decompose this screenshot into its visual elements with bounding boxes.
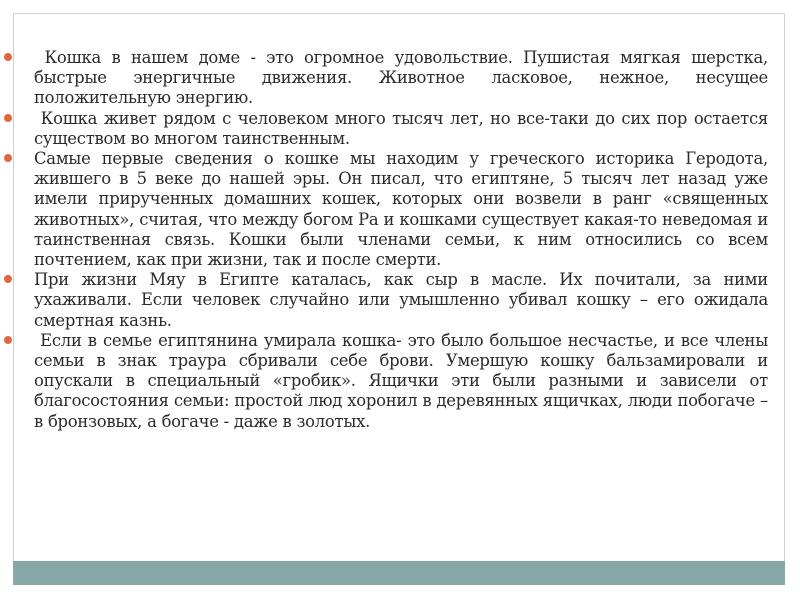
slide-content xyxy=(34,48,768,432)
bullet-icon xyxy=(4,154,12,162)
paragraph-3 xyxy=(34,149,768,270)
footer-band xyxy=(13,561,785,585)
paragraph-text: Кошка живет рядом с человеком много тысяч лет, но все-таки до сих пор остается существом во многом таинственным. xyxy=(34,108,768,148)
paragraph-text: Кошка в нашем доме - это огромное удовольствие. Пушистая мягкая шерстка, быстрые энергичные движения. Животное ласковое, нежное, несущее положительную энергию. xyxy=(34,48,768,108)
paragraph-4 xyxy=(34,270,768,331)
paragraph-text: При жизни Мяу в Египте каталась, как сыр в масле. Их почитали, за ними ухаживали. Если человек случайно или умышленно убивал кошку – его ожидала смертная казнь. xyxy=(34,270,768,330)
bullet-icon xyxy=(4,336,12,344)
paragraph-1 xyxy=(34,48,768,109)
paragraph-text: Самые первые сведения о кошке мы находим у греческого историка Геродота, жившего в 5 веке до нашей эры. Он писал, что египтяне, 5 тысяч лет назад уже имели прирученных домашних кошек, которых они возвели в ранг «священных животных», считая, что между богом Ра и кошками существует какая-то неведомая и таинственная связь. Кошки были членами семьи, к ним относились со всем почтением, как при жизни, так и после смерти. xyxy=(34,149,768,270)
bullet-icon xyxy=(4,275,12,283)
paragraph-2 xyxy=(34,109,768,149)
bullet-icon xyxy=(4,53,12,61)
paragraph-text: Если в семье египтянина умирала кошка- это было большое несчастье, и все члены семьи в знак траура сбривали себе брови. Умершую кошку бальзамировали и опускали в специальный «гробик». Ящички эти были разными и зависели от благосостояния семьи: простой люд хоронил в деревянных ящичках, люди побогаче – в бронзовых, а богаче - даже в золотых. xyxy=(34,330,768,431)
bullet-icon xyxy=(4,114,12,122)
paragraph-5 xyxy=(34,331,768,432)
